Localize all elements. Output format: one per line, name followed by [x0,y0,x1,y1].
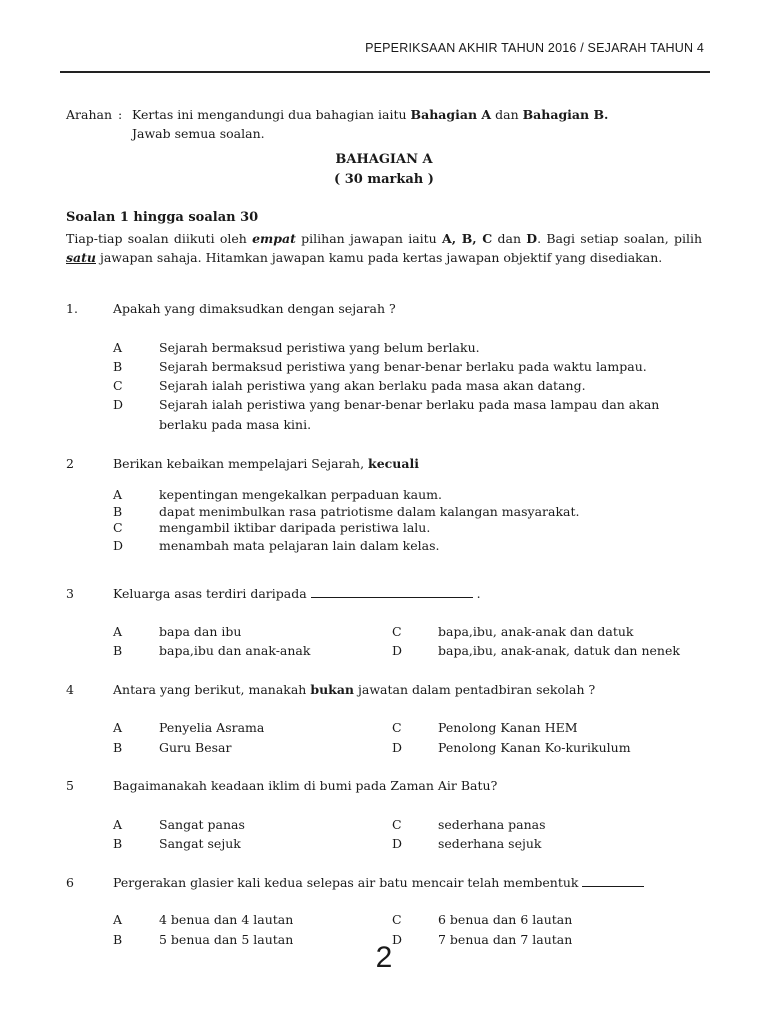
q6-option-b: 5 benua dan 5 lautan [159,932,294,947]
q2-option-b: dapat menimbulkan rasa patriotisme dalam kalangan masyarakat. [159,504,580,519]
q5-option-c-letter: C [392,817,402,832]
q1-option-d-line-1: Sejarah ialah peristiwa yang benar-benar berlaku pada masa lampau dan akan [159,397,660,412]
q6-option-b-letter: B [113,932,123,947]
q5-number: 5 [66,778,74,793]
q4-number: 4 [66,682,74,697]
q5-option-d-letter: D [392,836,403,851]
q6-answer-blank [582,875,644,887]
q3-text-main: Keluarga asas terdiri daripada [113,586,311,601]
q5-text: Bagaimanakah keadaan iklim di bumi pada Zaman Air Batu? [113,778,498,793]
q1-option-a-letter: A [113,340,123,355]
q6-option-a: 4 benua dan 4 lautan [159,912,294,927]
q1-option-b: Sejarah bermaksud peristiwa yang benar-benar berlaku pada waktu lampau. [159,359,647,374]
q1-option-b-letter: B [113,359,123,374]
q5-option-a: Sangat panas [159,817,245,832]
range-title: Soalan 1 hingga soalan 30 [66,210,259,225]
instructions-part-b: Bahagian B. [522,107,609,122]
instructions-part-a: Bahagian A [410,107,492,122]
q2-number: 2 [66,456,74,471]
q2-option-a: kepentingan mengekalkan perpaduan kaum. [159,487,443,502]
q5-option-b: Sangat sejuk [159,836,241,851]
q1-option-a: Sejarah bermaksud peristiwa yang belum berlaku. [159,340,480,355]
q5-option-a-letter: A [113,817,123,832]
page-number: 2 [375,941,393,974]
q1-option-c: Sejarah ialah peristiwa yang akan berlaku pada masa akan datang. [159,378,586,393]
q6-text-main: Pergerakan glasier kali kedua selepas air batu mencair telah membentuk [113,875,583,890]
q5-option-d: sederhana sejuk [438,836,542,851]
range-letters-abc: A, B, C [442,231,493,246]
header-title: PEPERIKSAAN AKHIR TAHUN 2016 / SEJARAH TAHUN 4 [365,41,704,55]
section-title: BAHAGIAN A [335,152,433,167]
instructions-line-1-text: Kertas ini mengandungi dua bahagian iaitu [132,107,411,122]
q4-option-b: Guru Besar [159,740,232,755]
instructions-line-2: Jawab semua soalan. [132,126,265,141]
q3-option-c: bapa,ibu, anak-anak dan datuk [438,624,634,639]
q5-option-b-letter: B [113,836,123,851]
q2-option-c: mengambil iktibar daripada peristiwa lalu. [159,520,431,535]
q4-option-d-letter: D [392,740,403,755]
q3-text [113,586,481,601]
q4-option-a-letter: A [113,720,123,735]
q4-option-c: Penolong Kanan HEM [438,720,578,735]
range-text-5: jawapan sahaja. Hitamkan jawapan kamu pada kertas jawapan objektif yang disediakan. [96,250,663,265]
instructions-connector: dan [491,107,523,122]
q5-option-c: sederhana panas [438,817,546,832]
q3-answer-blank [311,586,473,598]
q4-text-pre: Antara yang berikut, manakah [113,682,311,697]
q1-option-c-letter: C [113,378,123,393]
q4-text-post: jawatan dalam pentadbiran sekolah ? [354,682,596,697]
header-rule [60,71,710,73]
q3-option-a: bapa dan ibu [159,624,242,639]
range-text-4: . Bagi setiap soalan, pilih [537,231,703,246]
range-emph-satu: satu [66,250,96,265]
range-emph-empat: empat [252,231,296,246]
q2-option-b-letter: B [113,504,123,519]
q2-text-main: Berikan kebaikan mempelajari Sejarah, [113,456,369,471]
q2-emph: kecuali [368,456,419,471]
q1-option-d-line-2: berlaku pada masa kini. [159,417,312,432]
q4-option-c-letter: C [392,720,402,735]
q4-emph: bukan [310,682,355,697]
range-text-1: Tiap-tiap soalan diikuti oleh [66,231,253,246]
q6-option-d: 7 benua dan 7 lautan [438,932,573,947]
q3-option-d: bapa,ibu, anak-anak, datuk dan nenek [438,643,680,658]
instructions-label: Arahan [66,107,113,122]
q3-option-a-letter: A [113,624,123,639]
q3-option-c-letter: C [392,624,402,639]
q3-option-d-letter: D [392,643,403,658]
q4-text [113,682,595,697]
q1-option-d-letter: D [113,397,124,412]
range-letter-d: D [526,231,538,246]
instructions-colon: : [118,107,123,122]
q4-option-d: Penolong Kanan Ko-kurikulum [438,740,631,755]
q3-option-b: bapa,ibu dan anak-anak [159,643,311,658]
range-paragraph [66,229,702,267]
section-marks: ( 30 markah ) [334,172,434,187]
q4-option-b-letter: B [113,740,123,755]
q6-option-a-letter: A [113,912,123,927]
q2-text [113,456,419,471]
q2-option-a-letter: A [113,487,123,502]
q6-option-c: 6 benua dan 6 lautan [438,912,573,927]
q6-number: 6 [66,875,74,890]
q6-option-c-letter: C [392,912,402,927]
q3-text-end: . [472,586,481,601]
q2-option-d-letter: D [113,538,124,553]
q3-option-b-letter: B [113,643,123,658]
q4-option-a: Penyelia Asrama [159,720,265,735]
q3-number: 3 [66,586,74,601]
q1-text: Apakah yang dimaksudkan dengan sejarah ? [113,301,396,316]
instructions-line-1 [132,107,608,122]
range-text-2: pilihan jawapan iaitu [295,231,443,246]
q2-option-c-letter: C [113,520,123,535]
q1-number: 1. [66,301,78,316]
range-text-3: dan [492,231,527,246]
q6-option-d-letter: D [392,932,403,947]
q2-option-d: menambah mata pelajaran lain dalam kelas. [159,538,440,553]
q6-text [113,875,644,890]
